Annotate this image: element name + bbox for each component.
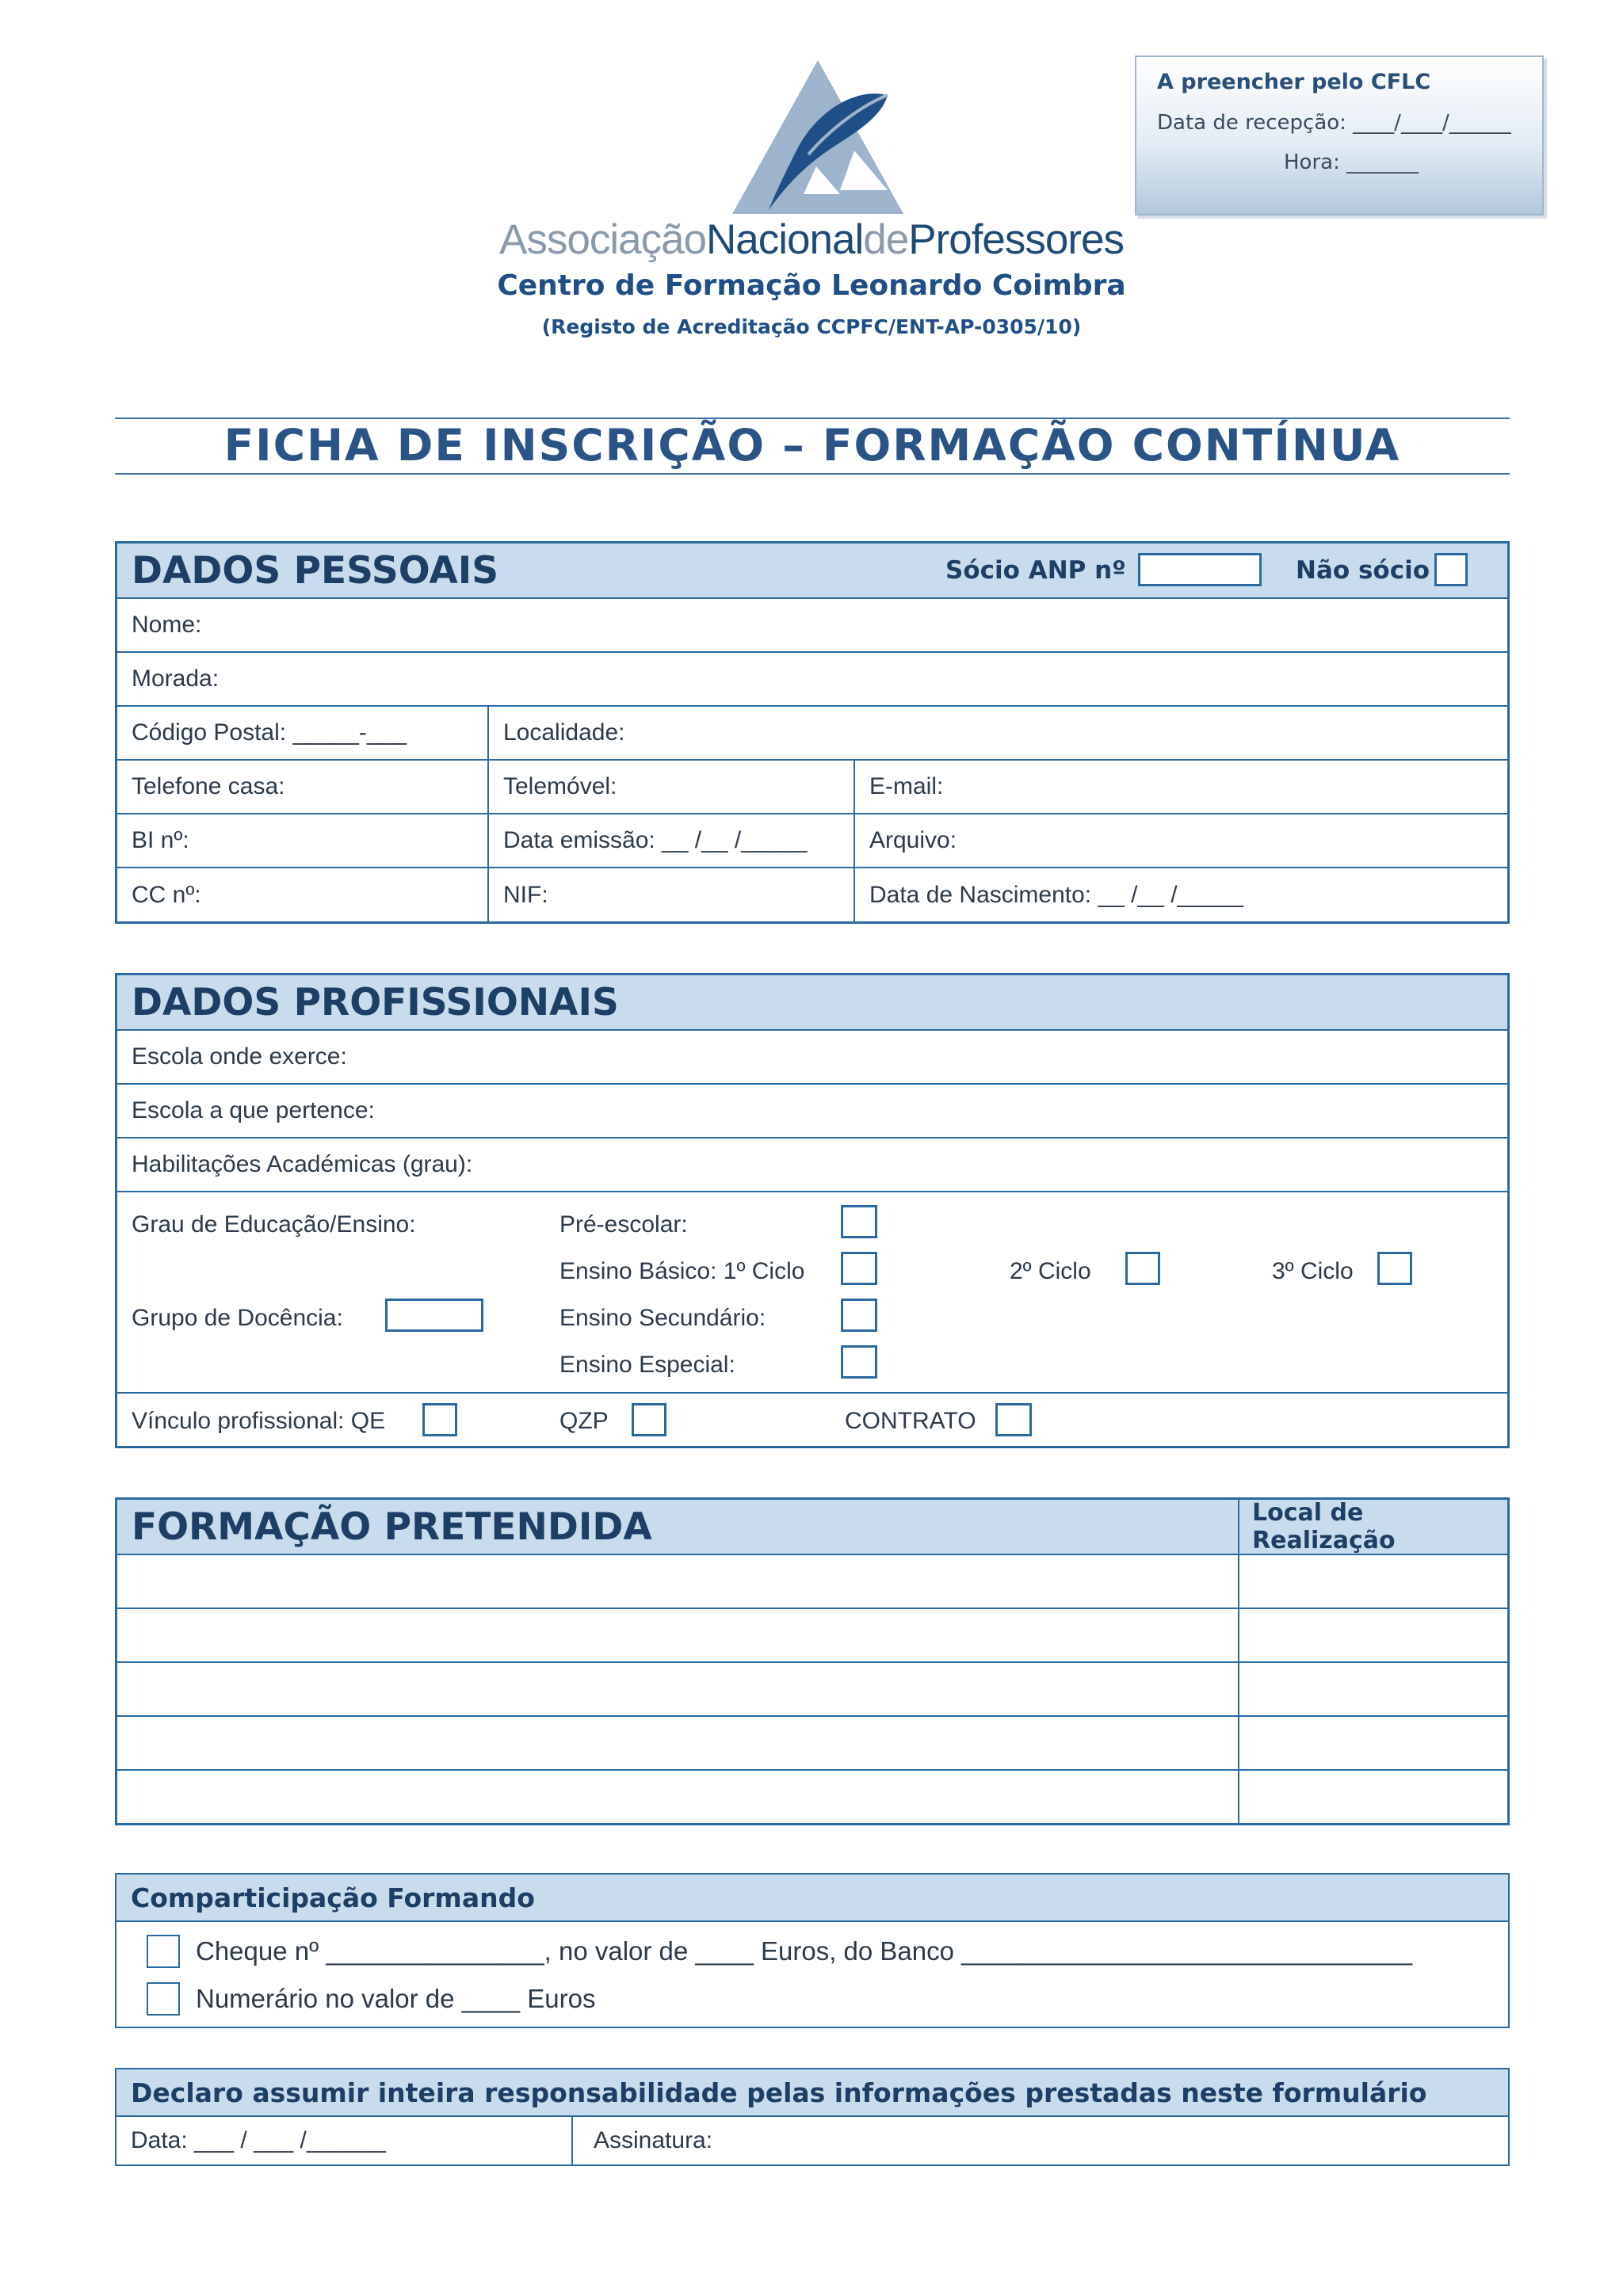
- school-belongs-field[interactable]: Escola a que pertence:: [132, 1097, 375, 1123]
- training-location-cell[interactable]: [1238, 1717, 1507, 1769]
- professional-header: [117, 975, 1507, 1029]
- professional-data-section: [115, 973, 1510, 1448]
- training-row: [117, 1661, 1507, 1715]
- cycle-3-label: 3º Ciclo: [1272, 1258, 1354, 1284]
- cheque-line[interactable]: Cheque nº _______________, no valor de ____ Euros, do Banco _______________________________: [196, 1936, 1413, 1966]
- declaration-date-field[interactable]: Data: ___ / ___ /______: [131, 2127, 386, 2153]
- archive-field[interactable]: Arquivo:: [854, 814, 1507, 867]
- training-row: [117, 1769, 1507, 1823]
- bond-row: [117, 1392, 1507, 1446]
- payment-section: [115, 1873, 1510, 2028]
- cycle-3-checkbox[interactable]: [1377, 1252, 1412, 1285]
- phone-row: [117, 759, 1507, 813]
- birth-date-field[interactable]: Data de Nascimento: __ /__ /_____: [854, 868, 1507, 921]
- qualifications-field[interactable]: Habilitações Académicas (grau):: [132, 1151, 473, 1177]
- member-label: Sócio ANP nº: [945, 556, 1126, 585]
- cycle-2-label: 2º Ciclo: [1010, 1258, 1091, 1284]
- preschool-label: Pré-escolar:: [559, 1211, 688, 1238]
- member-number-input[interactable]: [1138, 553, 1262, 586]
- qe-checkbox[interactable]: [422, 1403, 457, 1436]
- special-checkbox[interactable]: [841, 1345, 877, 1379]
- payment-heading: Comparticipação Formando: [131, 1882, 535, 1913]
- cycle-2-checkbox[interactable]: [1125, 1252, 1160, 1285]
- training-location-cell[interactable]: [1238, 1771, 1507, 1823]
- basic-1-checkbox[interactable]: [841, 1252, 877, 1285]
- basic-1-label: Ensino Básico: 1º Ciclo: [559, 1258, 805, 1284]
- signature-field[interactable]: Assinatura:: [571, 2117, 1508, 2164]
- non-member-checkbox[interactable]: [1434, 553, 1468, 586]
- cash-line[interactable]: Numerário no valor de ____ Euros: [196, 1984, 596, 2013]
- qzp-label: QZP: [559, 1408, 609, 1434]
- anp-logo-icon: [721, 55, 905, 214]
- declaration-section: [115, 2068, 1510, 2166]
- training-course-cell[interactable]: [117, 1555, 1238, 1608]
- postal-code-field[interactable]: Código Postal: _____-___: [132, 719, 407, 746]
- school-working-row: [117, 1029, 1507, 1083]
- personal-header: [117, 543, 1507, 597]
- school-working-field[interactable]: Escola onde exerce:: [132, 1043, 347, 1070]
- registration-number: (Registo de Acreditação CCPFC/ENT-AP-0305/10): [541, 315, 1082, 338]
- reception-date-field[interactable]: Data de recepção: ____/____/______: [1157, 111, 1511, 135]
- association-name: AssociaçãoNacionaldeProfessores: [499, 216, 1124, 263]
- secondary-checkbox[interactable]: [841, 1299, 877, 1332]
- mobile-field[interactable]: Telemóvel:: [487, 761, 854, 813]
- teaching-group-label: Grupo de Docência:: [132, 1305, 343, 1331]
- training-section: [115, 1497, 1510, 1825]
- payment-header: [116, 1875, 1508, 1922]
- professional-heading: DADOS PROFISSIONAIS: [132, 980, 619, 1024]
- training-header: [117, 1500, 1507, 1554]
- page-title: FICHA DE INSCRIÇÃO – FORMAÇÃO CONTÍNUA: [223, 420, 1401, 471]
- cash-checkbox[interactable]: [147, 1982, 180, 2016]
- qzp-checkbox[interactable]: [632, 1403, 666, 1436]
- training-center-name: Centro de Formação Leonardo Coimbra: [497, 269, 1126, 302]
- bond-label: Vínculo profissional: QE: [132, 1408, 386, 1434]
- training-course-cell[interactable]: [117, 1771, 1238, 1823]
- training-heading: FORMAÇÃO PRETENDIDA: [132, 1505, 652, 1549]
- home-phone-field[interactable]: Telefone casa:: [132, 773, 285, 799]
- education-level-label: Grau de Educação/Ensino:: [132, 1211, 416, 1238]
- name-field[interactable]: Nome:: [132, 612, 202, 638]
- reception-stamp: [1135, 55, 1544, 215]
- contract-label: CONTRATO: [845, 1408, 976, 1434]
- personal-data-section: [115, 541, 1510, 924]
- declaration-text: Declaro assumir inteira responsabilidade pelas informações prestadas neste formulário: [131, 2077, 1427, 2108]
- nif-field[interactable]: NIF:: [487, 868, 854, 921]
- address-field[interactable]: Morada:: [132, 666, 220, 692]
- special-label: Ensino Especial:: [559, 1352, 735, 1378]
- qualifications-row: [117, 1137, 1507, 1191]
- cc-row: [117, 867, 1507, 921]
- bi-field[interactable]: BI nº:: [132, 827, 189, 853]
- name-row: [117, 597, 1507, 651]
- secondary-label: Ensino Secundário:: [559, 1305, 766, 1331]
- training-course-cell[interactable]: [117, 1663, 1238, 1715]
- issue-date-field[interactable]: Data emissão: __ /__ /_____: [487, 814, 854, 867]
- personal-heading: DADOS PESSOAIS: [132, 548, 499, 593]
- reception-time-field[interactable]: Hora: _______: [1284, 151, 1419, 174]
- cc-field[interactable]: CC nº:: [132, 881, 201, 908]
- education-level-block: [117, 1191, 1507, 1392]
- stamp-title: A preencher pelo CFLC: [1157, 70, 1431, 94]
- training-location-cell[interactable]: [1238, 1609, 1507, 1661]
- teaching-group-input[interactable]: [385, 1299, 483, 1332]
- training-row: [117, 1715, 1507, 1769]
- training-location-cell[interactable]: [1238, 1555, 1507, 1608]
- location-heading: Local de Realização: [1238, 1500, 1507, 1554]
- cheque-checkbox[interactable]: [147, 1935, 180, 1968]
- preschool-checkbox[interactable]: [841, 1205, 877, 1238]
- bi-row: [117, 813, 1507, 867]
- locality-field[interactable]: Localidade:: [487, 707, 1507, 759]
- title-rule-top: [115, 418, 1510, 419]
- postal-row: [117, 705, 1507, 759]
- training-row: [117, 1608, 1507, 1661]
- training-course-cell[interactable]: [117, 1717, 1238, 1769]
- title-rule-bottom: [115, 473, 1510, 475]
- training-course-cell[interactable]: [117, 1609, 1238, 1661]
- training-row: [117, 1554, 1507, 1608]
- school-belongs-row: [117, 1083, 1507, 1137]
- contract-checkbox[interactable]: [995, 1403, 1032, 1436]
- email-field[interactable]: E-mail:: [854, 761, 1507, 813]
- declaration-header: [116, 2069, 1508, 2117]
- non-member-label: Não sócio: [1296, 556, 1430, 585]
- address-row: [117, 651, 1507, 705]
- training-location-cell[interactable]: [1238, 1663, 1507, 1715]
